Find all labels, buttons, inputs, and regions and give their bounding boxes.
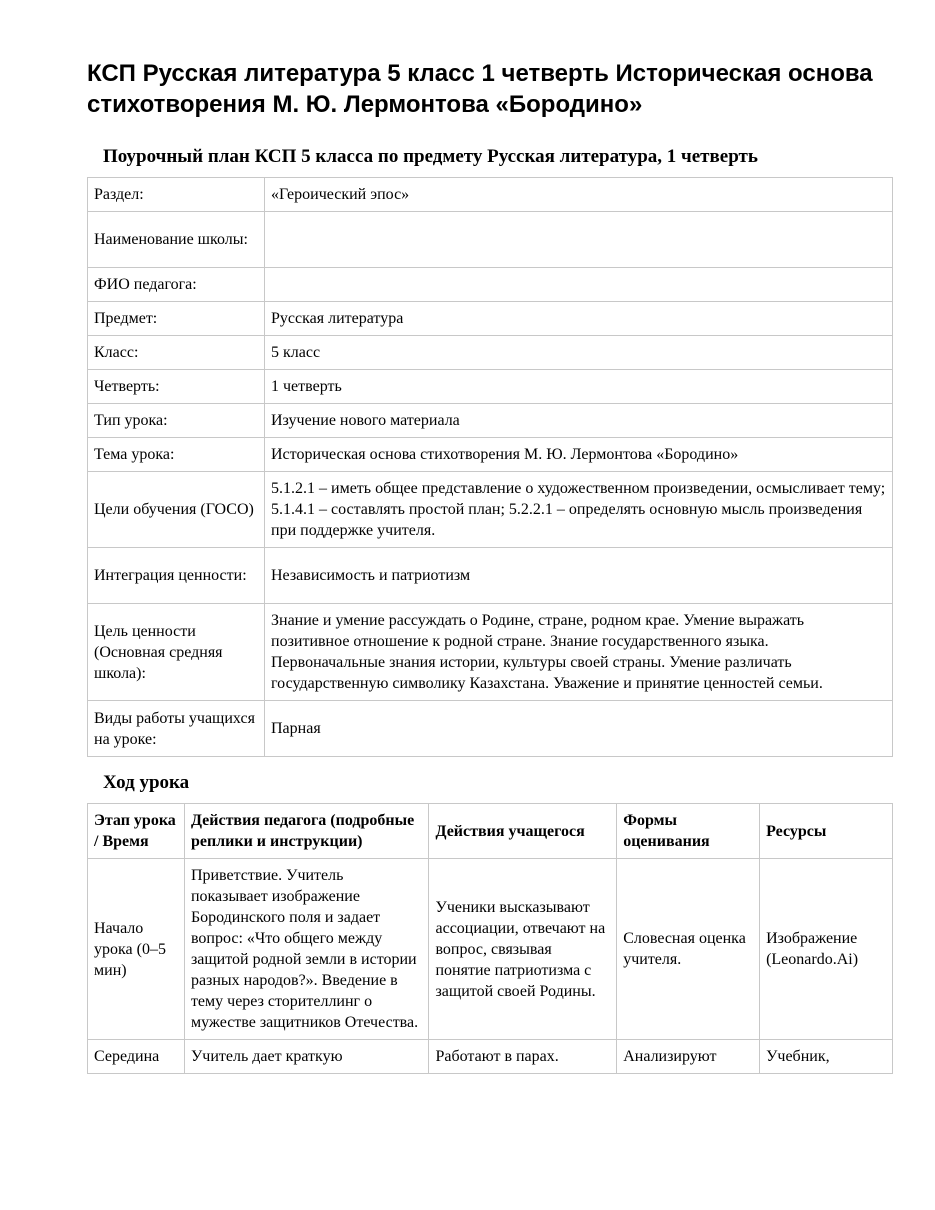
lesson-table: [87, 803, 893, 1074]
column-header: Этап урока / Время: [88, 804, 185, 859]
info-value: Знание и умение рассуждать о Родине, стране, родном крае. Умение выражать позитивное отношение к родной стране. Знание государственного языка. Первоначальные знания истории, культуры своей страны. Умение различать государственную символику Казахстана. Уважение и принятие ценностей семьи.: [265, 604, 893, 701]
info-value: Изучение нового материала: [265, 404, 893, 438]
document-page: [87, 58, 893, 1074]
info-key: Наименование школы:: [88, 212, 265, 268]
column-header: Формы оценивания: [617, 804, 760, 859]
info-key: Цели обучения (ГОСО): [88, 472, 265, 548]
info-value: Русская литература: [265, 302, 893, 336]
table-row: [88, 268, 893, 302]
info-key: Предмет:: [88, 302, 265, 336]
plan-heading: Поурочный план КСП 5 класса по предмету Русская литература, 1 четверть: [103, 146, 758, 167]
table-cell: Ученики высказывают ассоциации, отвечают на вопрос, связывая понятие патриотизма с защитой своей Родины.: [429, 859, 617, 1040]
table-row: [88, 370, 893, 404]
info-key: Тема урока:: [88, 438, 265, 472]
table-cell: Приветствие. Учитель показывает изображение Бородинского поля и задает вопрос: «Что общего между защитой родной земли в истории разных народов?». Введение в тему через сторителлинг о мужестве защитников Отечества.: [184, 859, 429, 1040]
table-row: [88, 548, 893, 604]
table-row: [88, 302, 893, 336]
table-row: [88, 404, 893, 438]
table-cell: Начало урока (0–5 мин): [88, 859, 185, 1040]
table-row: [88, 438, 893, 472]
table-cell: Середина: [88, 1040, 185, 1074]
table-row: [88, 859, 893, 1040]
info-key: Раздел:: [88, 178, 265, 212]
table-cell: Учебник,: [760, 1040, 893, 1074]
table-row: [88, 336, 893, 370]
column-header: Действия учащегося: [429, 804, 617, 859]
info-value: Историческая основа стихотворения М. Ю. Лермонтова «Бородино»: [265, 438, 893, 472]
info-key: Виды работы учащихся на уроке:: [88, 701, 265, 757]
info-value: «Героический эпос»: [265, 178, 893, 212]
column-header: Действия педагога (подробные реплики и инструкции): [184, 804, 429, 859]
table-header-row: [88, 804, 893, 859]
table-cell: Изображение (Leonardo.Ai): [760, 859, 893, 1040]
table-row: [88, 1040, 893, 1074]
info-key: Цель ценности (Основная средняя школа):: [88, 604, 265, 701]
table-cell: Учитель дает краткую: [184, 1040, 429, 1074]
info-key: ФИО педагога:: [88, 268, 265, 302]
info-table: [87, 177, 893, 757]
column-header: Ресурсы: [760, 804, 893, 859]
info-key: Четверть:: [88, 370, 265, 404]
info-value: 1 четверть: [265, 370, 893, 404]
info-key: Интеграция ценности:: [88, 548, 265, 604]
table-cell: Работают в парах.: [429, 1040, 617, 1074]
info-value: 5.1.2.1 – иметь общее представление о художественном произведении, осмысливает тему; 5.1.4.1 – составлять простой план; 5.2.2.1 – определять основную мысль произведения при поддержке учителя.: [265, 472, 893, 548]
table-cell: Словесная оценка учителя.: [617, 859, 760, 1040]
info-key: Класс:: [88, 336, 265, 370]
table-row: [88, 212, 893, 268]
info-value: Парная: [265, 701, 893, 757]
table-cell: Анализируют: [617, 1040, 760, 1074]
document-title: КСП Русская литература 5 класс 1 четверть Историческая основа стихотворения М. Ю. Лермонтова «Бородино»: [87, 60, 873, 118]
info-value: [265, 268, 893, 302]
table-row: [88, 472, 893, 548]
table-row: [88, 701, 893, 757]
info-value: [265, 212, 893, 268]
table-row: [88, 604, 893, 701]
table-row: [88, 178, 893, 212]
info-key: Тип урока:: [88, 404, 265, 438]
lesson-heading: Ход урока: [103, 772, 190, 793]
info-value: 5 класс: [265, 336, 893, 370]
info-value: Независимость и патриотизм: [265, 548, 893, 604]
